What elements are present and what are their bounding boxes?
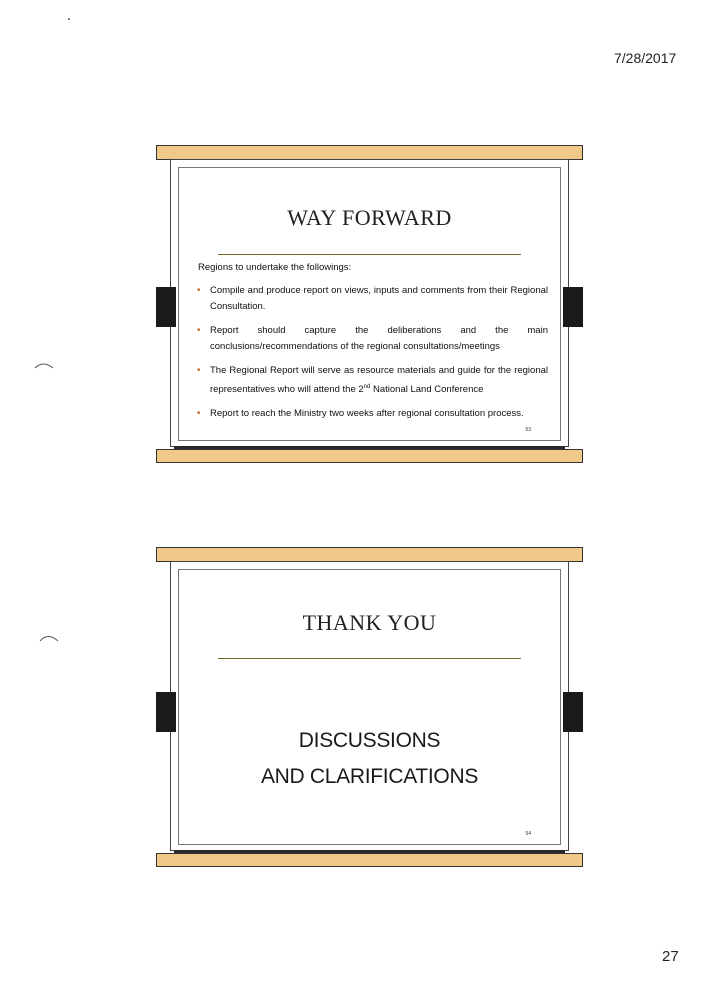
slide-bottom-bar <box>156 449 583 463</box>
slide-number: 54 <box>525 831 531 837</box>
page-number: 27 <box>662 948 679 965</box>
bullet-item: • Report should capture the deliberations and the main conclusions/recommendations of the regional consultations/meetings <box>196 323 548 355</box>
slide-thank-you <box>156 547 583 867</box>
clarifications-heading: AND CLARIFICATIONS <box>260 765 479 788</box>
print-date: 7/28/2017 <box>614 50 677 66</box>
slide-top-bar <box>156 145 583 160</box>
title-rule <box>218 658 521 659</box>
bullet-item: • Report to reach the Ministry two weeks after regional consultation process. <box>196 406 548 422</box>
slide-title: WAY FORWARD <box>287 205 452 230</box>
slide-top-bar <box>156 547 583 562</box>
slide-title: THANK YOU <box>302 610 437 635</box>
intro-text: Regions to undertake the followings: <box>198 262 352 273</box>
scan-mark-left-1 <box>33 360 55 372</box>
scan-mark-left-2 <box>38 632 60 644</box>
bullet-item: • The Regional Report will serve as resource materials and guide for the regional representatives who will attend the 2nd National Land Conference <box>196 363 548 398</box>
slide-bottom-bar <box>156 853 583 867</box>
bullet-item: • Compile and produce report on views, inputs and comments from their Regional Consultation. <box>196 283 548 315</box>
slide-way-forward <box>156 145 583 463</box>
left-tab <box>156 287 176 327</box>
title-rule <box>218 254 521 255</box>
scan-mark-top <box>66 16 72 22</box>
discussions-heading: DISCUSSIONS <box>298 729 441 752</box>
right-tab <box>563 287 583 327</box>
slide-number: 53 <box>525 427 531 433</box>
bullet-list <box>196 283 548 430</box>
